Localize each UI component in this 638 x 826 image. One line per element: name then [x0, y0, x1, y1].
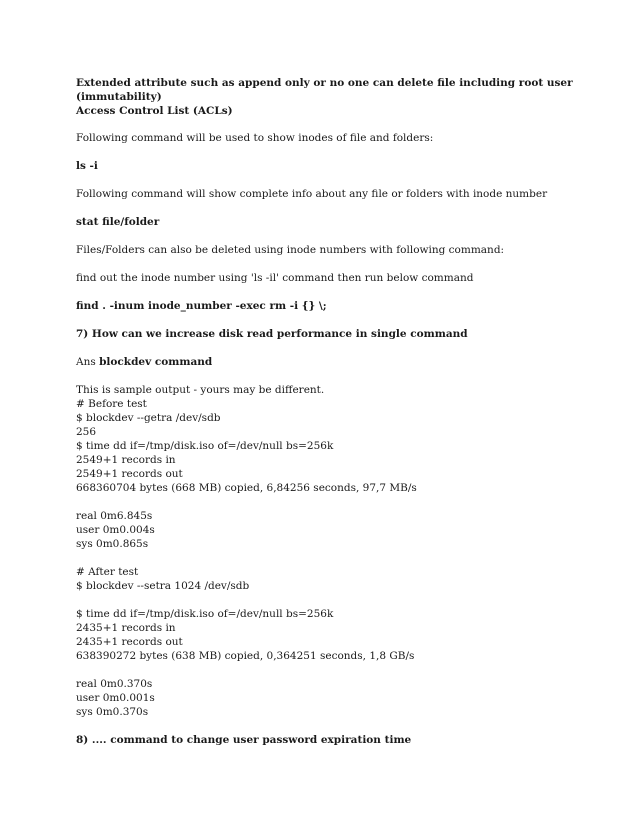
getra-command: $ blockdev --getra /dev/sdb [76, 412, 221, 424]
find-out-text: find out the inode number using 'ls -il' command then run below command [76, 272, 474, 284]
delete-inode-text: Files/Folders can also be deleted using inode numbers with following command: [76, 244, 505, 256]
bytes-copied-2: 638390272 bytes (638 MB) copied, 0,364251 seconds, 1,8 GB/s [76, 650, 415, 662]
bytes-copied-1: 668360704 bytes (668 MB) copied, 6,84256 seconds, 97,7 MB/s [76, 482, 417, 494]
after-test-comment: # After test [76, 566, 139, 578]
real-time-2: real 0m0.370s [76, 678, 153, 690]
show-inodes-text: Following command will be used to show inodes of file and folders: [76, 132, 434, 144]
dd-command-2: $ time dd if=/tmp/disk.iso of=/dev/null bs=256k [76, 608, 334, 620]
records-out-1: 2549+1 records out [76, 468, 183, 480]
dd-command-1: $ time dd if=/tmp/disk.iso of=/dev/null bs=256k [76, 440, 334, 452]
sample-note: This is sample output - yours may be different. [76, 384, 325, 396]
answer-line [76, 355, 576, 369]
setra-command: $ blockdev --setra 1024 /dev/sdb [76, 580, 250, 592]
answer-prefix: Ans [76, 356, 100, 368]
records-in-1: 2549+1 records in [76, 454, 176, 466]
records-out-2: 2435+1 records out [76, 636, 183, 648]
ext-attr-line-2: (immutability) [76, 91, 162, 103]
user-time-2: user 0m0.001s [76, 692, 155, 704]
before-test-comment: # Before test [76, 398, 147, 410]
getra-value: 256 [76, 426, 97, 438]
answer-command: blockdev command [99, 356, 213, 368]
user-time-1: user 0m0.004s [76, 524, 155, 536]
document-page [76, 76, 576, 747]
real-time-1: real 0m6.845s [76, 510, 153, 522]
ext-attr-line-1: Extended attribute such as append only or no one can delete file including root user [76, 77, 573, 89]
records-in-2: 2435+1 records in [76, 622, 176, 634]
ls-i-command: ls -i [76, 160, 98, 172]
question-8-heading: 8) .... command to change user password expiration time [76, 734, 412, 746]
acl-heading: Access Control List (ACLs) [76, 105, 233, 117]
sys-time-2: sys 0m0.370s [76, 706, 149, 718]
question-7-heading: 7) How can we increase disk read performance in single command [76, 328, 468, 340]
stat-command: stat file/folder [76, 216, 160, 228]
complete-info-text: Following command will show complete info about any file or folders with inode number [76, 188, 548, 200]
find-command: find . -inum inode_number -exec rm -i {} \; [76, 300, 327, 312]
sys-time-1: sys 0m0.865s [76, 538, 149, 550]
